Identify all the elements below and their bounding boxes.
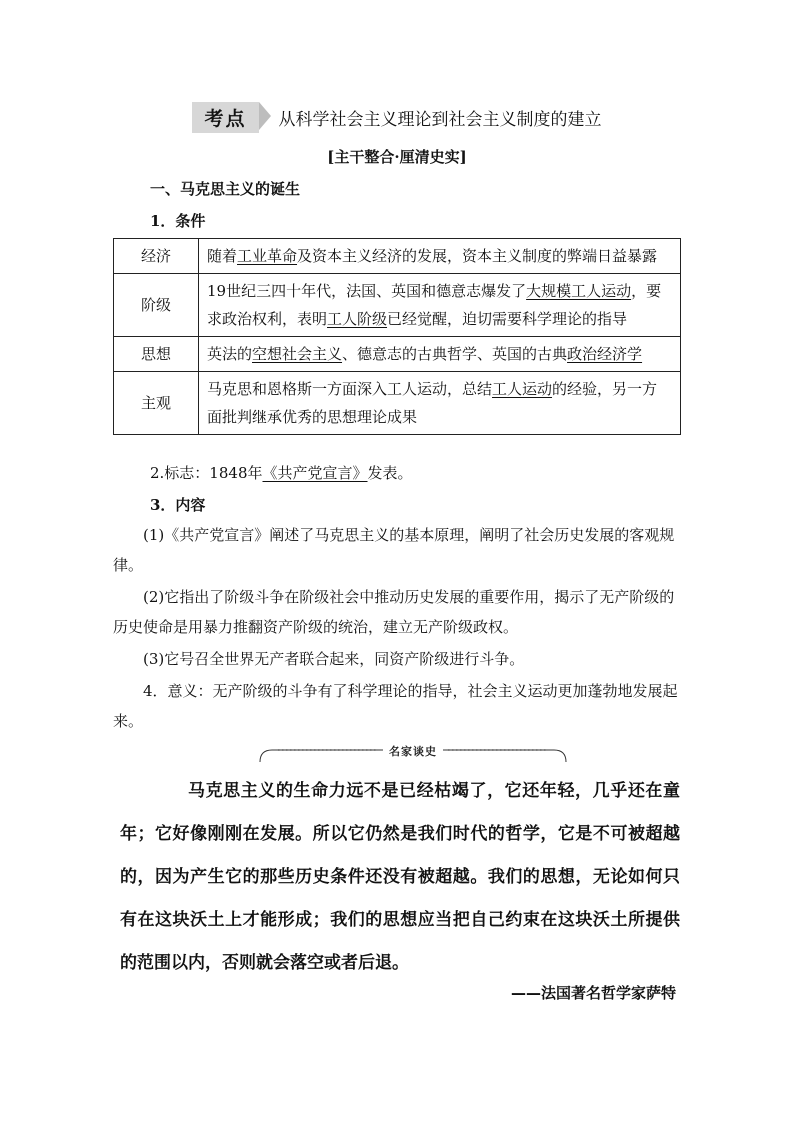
underlined-term: 空想社会主义 [252,345,343,363]
row-text: 的经验，另一方面批判继承优秀的思想理论成果 [207,380,658,426]
quote-text: 马克思主义的生命力远不是已经枯竭了，它还年轻，几乎还在童年；它好像刚刚在发展。所以它仍然是我们时代的哲学，它是不可被超越的，因为产生它的那些历史条件还没有被超越。我们的思想，无论如何只有在这块沃土上才能形成；我们的思想应当把自己约束在这块沃土所提供的范围以内，否则就会落空或者后退。 [120,781,680,973]
underlined-term: 工人阶级 [327,310,388,328]
row-text: ，要求政治权利，表明 [207,282,662,328]
quote-box-header [258,744,568,764]
table-row [114,337,681,372]
row-text: 马克思和恩格斯一方面深入工人运动，总结 [207,380,493,398]
table-row [114,274,681,337]
content-heading: 3．内容 [150,496,206,514]
row-text: 及资本主义经济的发展，资本主义制度的弊端日益暴露 [297,247,658,265]
row-value [199,372,681,435]
conditions-heading: 1．条件 [150,212,206,230]
topic-badge: 考点 [192,102,258,133]
row-text: 已经觉醒，迫切需要科学理论的指导 [387,310,628,328]
page-title: 从科学社会主义理论到社会主义制度的建立 [278,110,602,130]
underlined-term: 大规模工人运动 [526,282,632,300]
row-key: 阶级 [114,274,199,337]
section-heading: 一、马克思主义的诞生 [150,180,301,198]
significance: 4．意义：无产阶级的斗争有了科学理论的指导，社会主义运动更加蓬勃地发展起来。 [113,682,678,730]
quote-attribution: ——法国著名哲学家萨特 [510,984,676,1002]
row-text: 随着 [207,247,238,265]
content-item-2: (2)它指出了阶级斗争在阶级社会中推动历史发展的重要作用，揭示了无产阶级的历史使命是用暴力推翻资产阶级的统治，建立无产阶级政权。 [113,588,675,636]
section-title [0,102,794,133]
row-key: 主观 [114,372,199,435]
quote-body [120,770,680,985]
manifesto-title: 《共产党宣言》 [262,464,368,482]
table-row [114,372,681,435]
underlined-term: 政治经济学 [567,345,643,363]
content-item-3: (3)它号召全世界无产者联合起来，同资产阶级进行斗争。 [143,650,525,668]
conditions-table [113,238,681,435]
content-item-1: (1)《共产党宣言》阐述了马克思主义的基本原理，阐明了社会历史发展的客观规律。 [113,526,675,574]
row-text: 英法的 [207,345,253,363]
subheading: [主干整合·厘清史实] [327,148,467,166]
underlined-term: 工业革命 [237,247,298,265]
mark-prefix: 2.标志：1848年 [150,464,263,482]
mark-line [150,458,690,488]
row-value [199,274,681,337]
row-key: 经济 [114,239,199,274]
underlined-term: 工人运动 [492,380,553,398]
row-value [199,239,681,274]
mark-suffix: 发表。 [367,464,413,482]
row-text: 、德意志的古典哲学、英国的古典 [342,345,568,363]
quote-label: 名家谈史 [258,744,568,760]
table-row [114,239,681,274]
row-text: 19世纪三四十年代，法国、英国和德意志爆发了 [207,282,527,300]
row-value [199,337,681,372]
row-key: 思想 [114,337,199,372]
